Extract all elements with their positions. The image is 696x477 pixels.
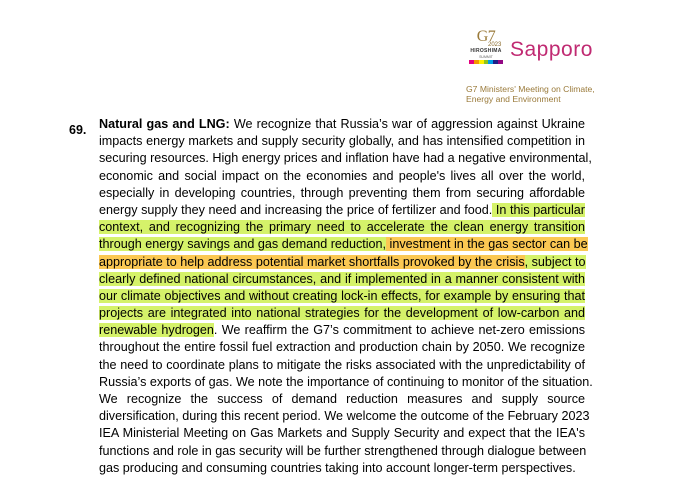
body-text: throughout the entire fossil fuel extraction and production chain by 2050. We recognize	[99, 340, 585, 355]
body-text: the need to coordinate plans to mitigate the risks associated with the unpredictability of	[99, 357, 585, 372]
paragraph-line	[99, 391, 585, 408]
paragraph-body	[99, 116, 593, 477]
paragraph-line	[99, 254, 585, 271]
paragraph-line	[99, 185, 585, 202]
paragraph-heading: Natural gas and LNG:	[99, 117, 230, 131]
logo-hiroshima: HIROSHIMA	[470, 48, 502, 54]
paragraph-line	[99, 443, 585, 460]
highlight-green-text: through energy savings and gas demand reduction,	[99, 237, 387, 252]
body-text: impacts energy markets and supply security globally, and has intensified competition in	[99, 134, 585, 149]
highlight-orange-text: appropriate to help address potential market shortfalls provoked by the crisis	[99, 254, 525, 269]
paragraph-line	[99, 425, 585, 442]
highlight-green-text: renewable hydrogen	[99, 323, 214, 338]
body-text: functions and role in gas security will be further strengthened through dialogue between	[99, 443, 587, 458]
paragraph-line	[99, 305, 585, 322]
paragraph-line	[99, 133, 585, 150]
body-text: especially in developing countries, through preventing them from securing affordable	[99, 185, 585, 200]
paragraph-number: 69.	[69, 123, 87, 137]
g7-sapporo-logo	[466, 28, 616, 108]
meeting-title	[466, 84, 616, 104]
paragraph-line	[99, 236, 588, 253]
paragraph-line	[99, 357, 585, 374]
logo-g7-text: G7	[476, 28, 496, 45]
paragraph-line	[99, 202, 585, 219]
body-text: IEA Ministerial Meeting on Gas Markets and Supply Security and expect that the IEA's	[99, 426, 585, 441]
body-text: securing resources. High energy prices and inflation have had a negative environmental,	[99, 151, 592, 166]
logo-city-name: Sapporo	[510, 38, 593, 61]
paragraph-line	[99, 288, 585, 305]
paragraph-line	[99, 219, 585, 236]
body-text: . We reaffirm the G7’s commitment to achieve net-zero emissions	[213, 323, 585, 338]
paragraph-line	[99, 374, 593, 391]
highlight-green-text: our climate objectives and without creating lock-in effects, for example by ensuring that	[99, 288, 585, 303]
logo-color-stripe	[469, 60, 503, 64]
meeting-title-line-2: Energy and Environment	[466, 94, 561, 104]
paragraph-line	[99, 460, 585, 477]
highlight-green-text: clearly defined national circumstances, and if implemented in a manner consistent with	[99, 271, 585, 286]
paragraph-line	[99, 116, 585, 133]
highlight-orange-text: investment in the gas sector can be	[386, 237, 588, 252]
paragraph-line	[99, 339, 585, 356]
paragraph-line	[99, 322, 585, 339]
logo-year: 2023	[488, 42, 502, 48]
paragraph-line	[99, 150, 592, 167]
logo-summit: SUMMIT	[479, 55, 493, 59]
paragraph-line	[99, 168, 585, 185]
logo-stripe-segment	[498, 60, 503, 64]
g7-hiroshima-summit-emblem	[466, 28, 506, 70]
body-text: gas producing and consuming countries taking into account longer-term perspectives.	[99, 460, 576, 475]
highlight-green-text: context, and recognizing the primary need to accelerate the clean energy transition	[99, 220, 585, 235]
paragraph-line	[99, 408, 590, 425]
meeting-title-line-1: G7 Ministers' Meeting on Climate,	[466, 84, 595, 94]
highlight-green-text: In this particular	[492, 202, 585, 217]
body-text: energy supply they need and increasing the price of fertilizer and food.	[99, 202, 493, 217]
body-text: diversification, during this recent period. We welcome the outcome of the February 2023	[99, 409, 590, 424]
highlight-green-text: projects are integrated into national strategies for the development of low-carbon and	[99, 306, 585, 321]
paragraph-line	[99, 271, 585, 288]
highlight-green-text: , subject to	[524, 254, 586, 269]
body-text: economic and social impact on the economies and people's lives all over the world,	[99, 168, 585, 183]
body-text: Russia’s exports of gas. We note the importance of continuing to monitor of the situation.	[99, 374, 593, 389]
body-text: We recognize that Russia’s war of aggression against Ukraine	[229, 117, 585, 131]
body-text: We recognize the success of demand reduction measures and supply source	[99, 392, 585, 406]
